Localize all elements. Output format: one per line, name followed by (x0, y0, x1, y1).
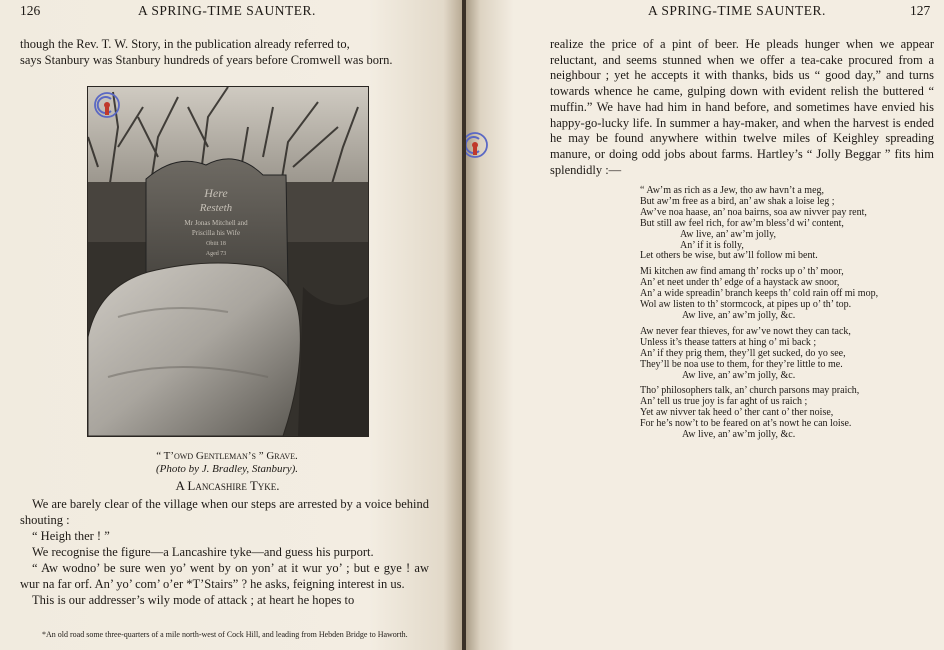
running-head: A SPRING-TIME SAUNTER. (648, 3, 826, 18)
poem-line: For he’s now’t to be feared on at’s nowt he can loise. (640, 418, 852, 430)
poem-line: Aw never fear thieves, for aw’ve nowt they can tack, (640, 325, 851, 337)
library-stamp-icon (92, 90, 122, 120)
poem-line: Aw’ve noa haase, an’ noa bairns, soa aw nivver pay rent, (640, 206, 867, 218)
poem-line: They’ll be noa use to them, for they’re little to me. (640, 358, 843, 370)
beer-paragraph: realize the price of a pint of beer. He pleads hunger when we appear reluctant, and seems stunned when we offer a tea-cake procured from a neighbour ; yet he accepts it with thanks, bids us “ good day,” and turns towards whence he came, gulping down with evident relish the buttered “ muffin.” We have had him in hand before, and sometimes have envied his happy-go-lucky life. In summer a hay-maker, and when the harvest is ended he may be found anywhere within twelve miles of Keighley spreading manure, or doing odd jobs about farms. Hartley’s “ Jolly Beggar ” fits him splendidly :— (550, 37, 934, 177)
poem-line: Tho’ philosophers talk, an’ church parsons may praich, (640, 385, 860, 397)
poem-line: An’ a wide spreadin’ branch keeps th’ cold rain off mi mop, (640, 288, 879, 300)
poem-line: Aw live, an’ aw’m jolly, &c. (682, 429, 796, 441)
library-stamp-icon (466, 130, 490, 160)
poem-line: Mi kitchen aw find amang th’ rocks up o’ th’ moor, (640, 266, 844, 278)
intro-line: though the Rev. T. W. Story, in the publication already referred to, (20, 37, 350, 51)
paragraph: “ Heigh ther ! ” (32, 529, 110, 543)
poem-line: Let others be wise, but aw’ll follow mi bent. (640, 250, 818, 262)
jolly-beggar-poem (640, 186, 878, 446)
grave-photo-drawing (88, 87, 368, 436)
headstone-text: Resteth (199, 202, 233, 214)
headstone-text: Priscilla his Wife (191, 229, 241, 237)
section-title: A Lancashire Tyke. (175, 478, 280, 493)
caption-title: “ T’owd Gentleman’s ” Grave. (156, 450, 298, 462)
footnote: *An old road some three-quarters of a mile north-west of Cock Hill, and leading from Hebden Bridge to Haworth. (42, 630, 408, 639)
poem-line: But aw’m free as a bird, an’ aw shak a loise leg ; (640, 195, 835, 207)
photo-caption (87, 450, 367, 476)
left-page (0, 0, 462, 650)
page-number: 127 (910, 3, 931, 18)
headstone-text: Here (204, 186, 228, 200)
poem-stanza (640, 327, 878, 382)
page-number: 126 (20, 3, 41, 18)
headstone-text: Obiit 18 (206, 241, 226, 247)
poem-line: An’ tell us true joy is far aght of us raich ; (640, 396, 808, 408)
poem-line: Yet aw nivver tak heed o’ ther cant o’ ther noise, (640, 407, 834, 419)
running-head: A SPRING-TIME SAUNTER. (138, 3, 316, 18)
poem-line: An’ if it is folly, (680, 239, 744, 251)
headstone-text: Aged 73 (205, 251, 227, 257)
paragraph: This is our addresser’s wily mode of attack ; at heart he hopes to (32, 593, 355, 607)
intro-line: says Stanbury was Stanbury hundreds of years before Cromwell was born. (20, 53, 393, 67)
poem-line: An’ et neet under th’ edge of a haystack aw snoor, (640, 277, 840, 289)
poem-line: Unless it’s thease tatters at hing o’ mi back ; (640, 336, 817, 348)
poem-line: Aw live, an’ aw’m jolly, (680, 228, 777, 240)
poem-line: Aw live, an’ aw’m jolly, &c. (682, 309, 796, 321)
poem-stanza (640, 267, 878, 322)
poem-line: “ Aw’m as rich as a Jew, tho aw havn’t a meg, (640, 185, 825, 196)
caption-credit: (Photo by J. Bradley, Stanbury). (155, 463, 299, 475)
paragraph: “ Aw wodno’ be sure wen yo’ went by on yon’ at it wur yo’ ; but e gye ! aw wur na far orf. An’ yo’ com’ o’er *T’Stairs” ? he asks, feigning interest in us. (20, 561, 429, 591)
poem-line: An’ if they prig them, they’ll get sucked, do yo see, (640, 347, 846, 359)
poem-line: Wol aw listen to th’ stormcock, at pipes up o’ th’ top. (640, 299, 852, 311)
grave-photo (87, 86, 369, 437)
poem-line: Aw live, an’ aw’m jolly, &c. (682, 369, 796, 381)
paragraph: We are barely clear of the village when our steps are arrested by a voice behind shouting : (20, 497, 429, 527)
tyke-body (20, 496, 429, 608)
poem-stanza (640, 386, 878, 441)
paragraph: We recognise the figure—a Lancashire tyke—and guess his purport. (32, 545, 374, 559)
intro-text (20, 36, 435, 68)
poem-line: But still aw feel rich, for aw’m bless’d wi’ content, (640, 217, 844, 229)
headstone-text: Mr Jonas Mitchell and (184, 219, 248, 227)
poem-stanza (640, 186, 878, 262)
